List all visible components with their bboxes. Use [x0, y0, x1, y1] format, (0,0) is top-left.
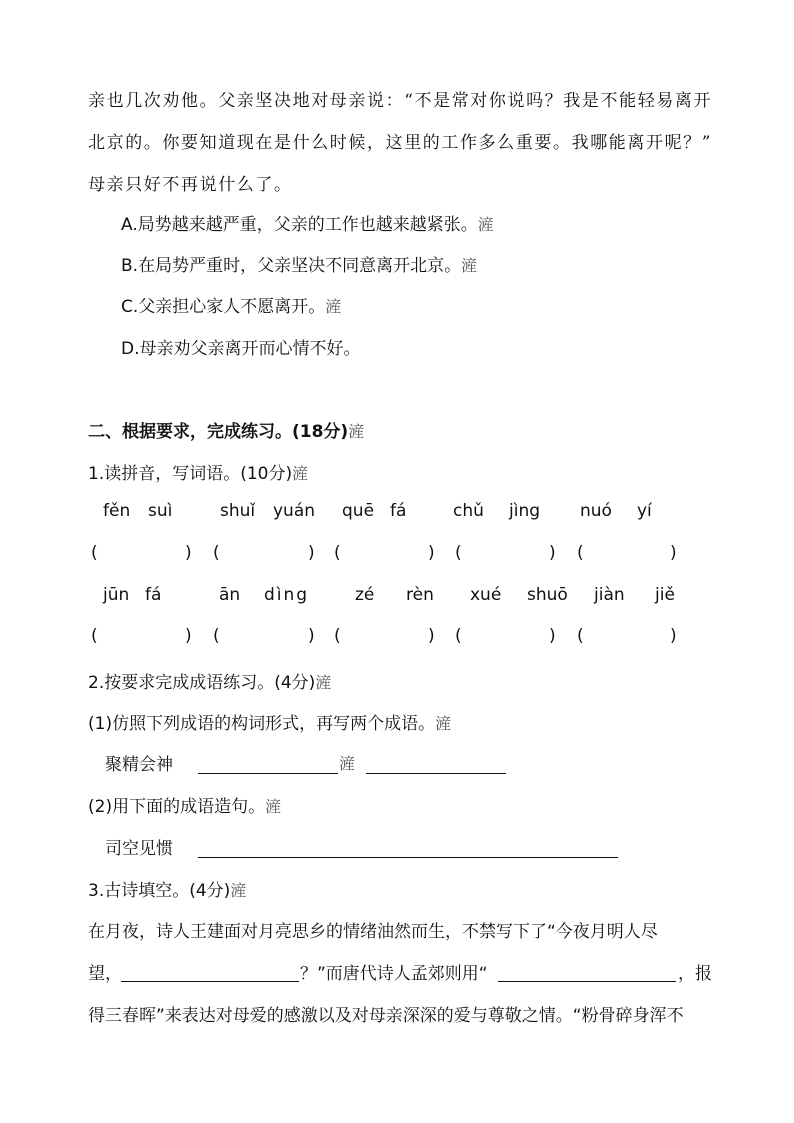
q2-sub2: (2)用下面的成语造句。滻	[88, 797, 282, 817]
poem-blank[interactable]	[498, 981, 676, 982]
pinyin: fá	[145, 585, 162, 605]
pinyin: fěn	[103, 501, 131, 521]
q3-line-2a: 望，	[88, 964, 122, 984]
answer-paren-open: (	[455, 626, 462, 646]
option-b: B.在局势严重时，父亲坚决不同意离开北京。滻	[121, 256, 478, 276]
pinyin: ān	[219, 585, 241, 605]
poem-blank[interactable]	[121, 981, 299, 982]
q2-title: 2.按要求完成成语练习。(4分)滻	[88, 673, 332, 693]
mark-glyph: 滻	[435, 714, 452, 733]
answer-paren-close: )	[428, 626, 435, 646]
q2-sub1: (1)仿照下列成语的构词形式，再写两个成语。滻	[88, 714, 452, 734]
q3-line-3: 得三春晖”来表达对母爱的感激以及对母亲深深的爱与尊敬之情。“粉骨碎身浑不	[88, 1006, 684, 1026]
answer-paren-close: )	[670, 543, 677, 563]
mark-glyph: 滻	[325, 297, 342, 316]
q2-idiom-1: 聚精会神	[105, 755, 173, 775]
pinyin: quē	[342, 501, 375, 521]
pinyin: jiě	[655, 585, 675, 605]
pinyin: suì	[148, 501, 173, 521]
pinyin: yuán	[273, 501, 316, 521]
passage-line-2: 北京的。你要知道现在是什么时候，这里的工作多么重要。我哪能离开呢？”	[88, 133, 713, 153]
q2-idiom-2: 司空见惯	[105, 839, 173, 859]
passage-line-3: 母亲只好不再说什么了。	[88, 175, 293, 195]
passage-line-1: 亲也几次劝他。父亲坚决地对母亲说：“不是常对你说吗？我是不能轻易离开	[88, 91, 713, 111]
answer-paren-open: (	[577, 543, 584, 563]
pinyin: rèn	[406, 585, 434, 605]
answer-paren-open: (	[213, 626, 220, 646]
pinyin: dìng	[264, 585, 310, 605]
pinyin: chǔ	[453, 501, 484, 521]
section-2-heading: 二、根据要求，完成练习。(18分)滻	[88, 422, 365, 442]
mark-glyph: 滻	[230, 881, 247, 900]
option-c: C.父亲担心家人不愿离开。滻	[121, 297, 342, 317]
answer-blank[interactable]	[366, 773, 506, 774]
answer-paren-close: )	[549, 543, 556, 563]
q3-line-2b: ？”而唐代诗人孟郊则用“	[300, 964, 488, 984]
q3-title: 3.古诗填空。(4分)滻	[88, 881, 247, 901]
answer-paren-close: )	[185, 626, 192, 646]
mark-glyph: 滻	[315, 673, 332, 692]
pinyin: zé	[355, 585, 375, 605]
answer-paren-close: )	[670, 626, 677, 646]
q1-title: 1.读拼音，写词语。(10分)滻	[88, 464, 309, 484]
mark-glyph: 滻	[477, 215, 494, 234]
sentence-blank[interactable]	[198, 857, 618, 858]
pinyin: jiàn	[594, 585, 625, 605]
pinyin: fá	[390, 501, 407, 521]
answer-paren-open: (	[334, 626, 341, 646]
mark-glyph: 滻	[348, 422, 365, 441]
pinyin: shuǐ	[220, 501, 256, 521]
pinyin: xué	[470, 585, 502, 605]
answer-paren-open: (	[91, 626, 98, 646]
option-d: D.母亲劝父亲离开而心情不好。	[121, 339, 361, 359]
q3-line-1: 在月夜，诗人王建面对月亮思乡的情绪油然而生，不禁写下了“今夜月明人尽	[88, 922, 658, 942]
answer-paren-close: )	[549, 626, 556, 646]
pinyin: shuō	[527, 585, 568, 605]
answer-blank[interactable]	[198, 773, 338, 774]
mark-glyph: 滻	[461, 256, 478, 275]
mark-glyph: 滻	[292, 464, 309, 483]
answer-paren-close: )	[428, 543, 435, 563]
mark-glyph: 滻	[265, 797, 282, 816]
answer-paren-close: )	[308, 543, 315, 563]
pinyin: yí	[637, 501, 652, 521]
answer-paren-open: (	[455, 543, 462, 563]
answer-paren-open: (	[334, 543, 341, 563]
answer-paren-open: (	[577, 626, 584, 646]
pinyin: jìng	[509, 501, 541, 521]
q3-line-2c: ，报	[678, 964, 712, 984]
answer-paren-close: )	[308, 626, 315, 646]
answer-paren-close: )	[185, 543, 192, 563]
pinyin: jūn	[103, 585, 130, 605]
answer-paren-open: (	[91, 543, 98, 563]
mark-glyph: 滻	[339, 754, 356, 773]
answer-paren-open: (	[213, 543, 220, 563]
pinyin: nuó	[580, 501, 612, 521]
option-a: A.局势越来越严重，父亲的工作也越来越紧张。滻	[121, 215, 494, 235]
